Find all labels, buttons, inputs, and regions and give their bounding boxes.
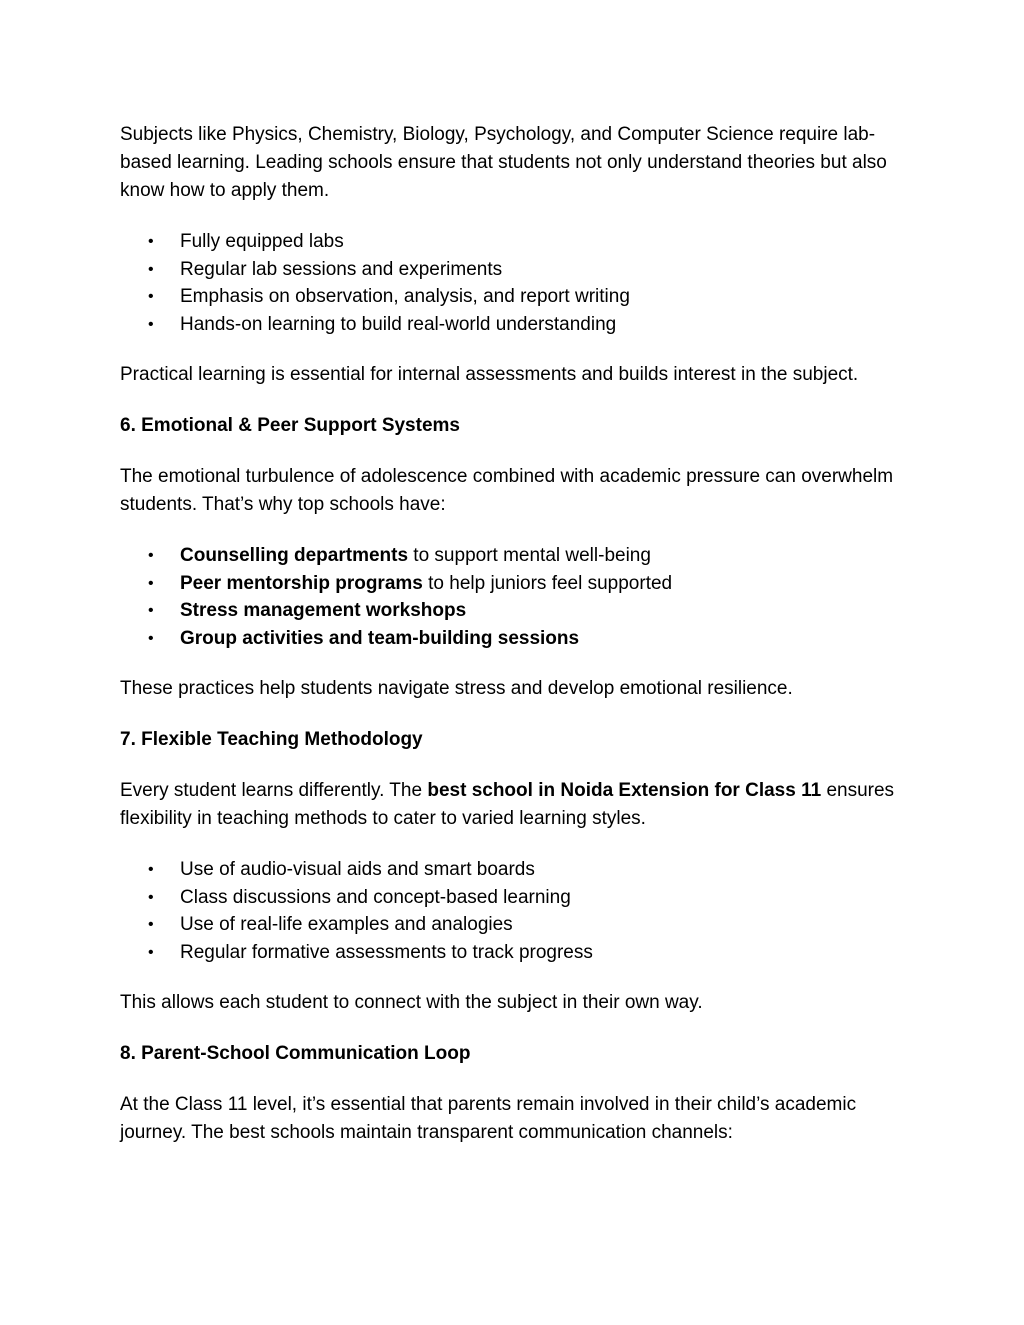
lab-conclusion-paragraph: Practical learning is essential for internal assessments and builds interest in the subject. [120,364,859,385]
list-item [120,283,900,311]
list-item [120,311,900,339]
support-systems-list [120,542,900,652]
bullet-icon: • [148,547,154,564]
list-item-text: Regular formative assessments to track progress [180,941,593,963]
document-page [120,121,900,1170]
list-item-bold: Counselling departments [180,545,409,566]
lab-features-list [120,228,900,338]
list-item-bold: Stress management workshops [180,600,467,621]
list-item-text: Fully equipped labs [180,231,344,252]
list-item [120,625,900,653]
list-item-text: Regular lab sessions and experiments [180,258,503,280]
bullet-icon: • [148,861,154,878]
bullet-icon: • [148,574,154,592]
bullet-icon: • [148,602,154,619]
bullet-icon: • [148,629,154,647]
section-7-heading: 7. Flexible Teaching Methodology [120,729,423,750]
list-item-text: Use of real-life examples and analogies [180,914,513,935]
section-6-heading: 6. Emotional & Peer Support Systems [120,415,460,436]
list-item-text: Class discussions and concept-based learning [180,886,571,908]
bullet-icon: • [148,233,154,250]
section-8-heading: 8. Parent-School Communication Loop [120,1043,471,1064]
list-item [120,911,900,939]
intro-text-before: Every student learns differently. The [120,780,428,801]
list-item [120,856,900,884]
list-item [120,228,900,256]
bullet-icon: • [148,888,154,906]
bullet-icon: • [148,916,154,933]
list-item [120,542,900,570]
section-6-intro: The emotional turbulence of adolescence combined with academic pressure can overwhelm students. That’s why top schools have: [120,466,894,515]
section-6-conclusion: These practices help students navigate stress and develop emotional resilience. [120,678,793,699]
bullet-icon: • [148,260,154,278]
list-item-bold: Group activities and team-building sessions [180,627,580,649]
intro-text-after: ensures flexibility in teaching methods to cater to varied learning styles. [120,780,895,829]
list-item [120,939,900,967]
section-8-intro: At the Class 11 level, it’s essential that parents remain involved in their child’s academic journey. The best schools maintain transparent communication channels: [120,1094,857,1143]
list-item-text: Emphasis on observation, analysis, and report writing [180,286,630,307]
list-item-text: to support mental well-being [408,545,651,566]
list-item [120,597,900,625]
bullet-icon: • [148,315,154,333]
list-item-text: to help juniors feel supported [422,572,673,594]
list-item [120,884,900,912]
list-item-text: Use of audio-visual aids and smart boards [180,859,535,880]
teaching-methods-list [120,856,900,966]
section-7-conclusion: This allows each student to connect with the subject in their own way. [120,992,703,1013]
intro-paragraph: Subjects like Physics, Chemistry, Biology, Psychology, and Computer Science require lab-based learning. Leading schools ensure that students not only understand theories but also know how to apply them. [120,124,887,201]
section-7-intro [120,777,900,833]
list-item-bold: Peer mentorship programs [180,572,423,594]
list-item [120,570,900,598]
intro-text-bold: best school in Noida Extension for Class 11 [427,780,822,801]
list-item [120,256,900,284]
list-item-text: Hands-on learning to build real-world understanding [180,313,617,335]
bullet-icon: • [148,943,154,961]
bullet-icon: • [148,288,154,305]
